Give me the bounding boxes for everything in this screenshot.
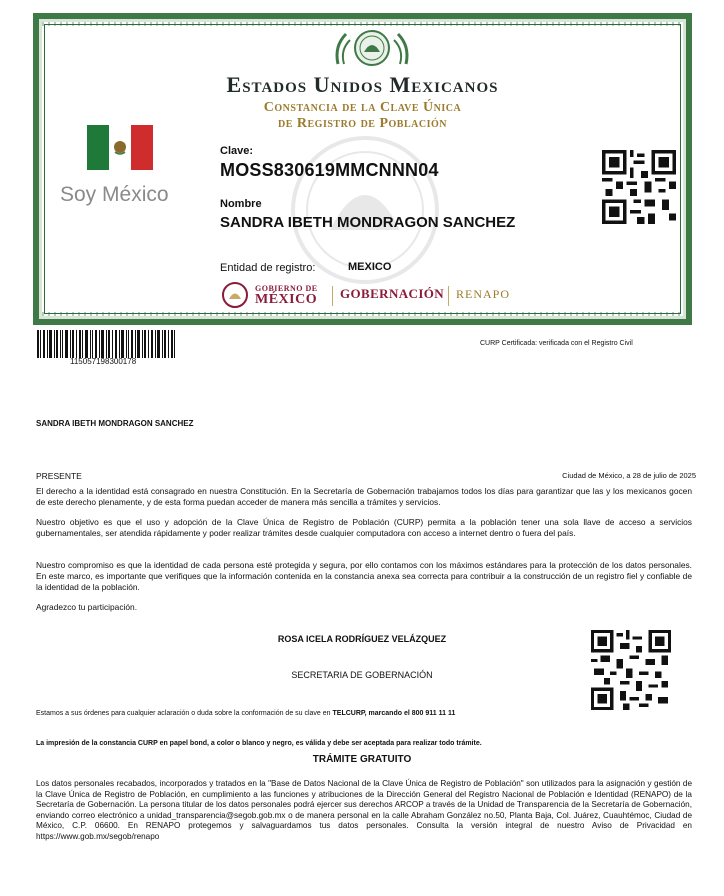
renapo-logo: RENAPO <box>456 287 511 301</box>
letter-paragraph-4: Agradezco tu participación. <box>36 602 138 612</box>
entidad-value: MEXICO <box>348 261 392 273</box>
nombre-value: SANDRA IBETH MONDRAGON SANCHEZ <box>220 214 516 231</box>
telcurp-phone: TELCURP, marcando el 800 911 11 11 <box>332 710 456 717</box>
barcode-number: 115057198300178 <box>70 357 137 366</box>
nombre-label: Nombre <box>220 198 262 210</box>
signer-name: ROSA ICELA RODRÍGUEZ VELÁZQUEZ <box>277 634 447 644</box>
letter-paragraph-2: Nuestro objetivo es que el uso y adopción de la Clave Única de Registro de Población (CURP) permita a la población tener una sola llave de acceso a servicios gubernamentales, ser atendida rápidamente y poder realizar trámites desde cualquier computadora con acceso a internet dentro o fuera del país. <box>36 517 692 538</box>
gobierno-mexico-emblem-icon <box>220 280 250 310</box>
letter-paragraph-1: El derecho a la identidad está consagrado en nuestra Constitución. En la Secretaría de Gobernación trabajamos todos los días para garantizar que las y los mexicanos gocen de este derecho plenamente, y de esta forma puedan acceder de manera más sencilla a trámites y servicios. <box>36 486 692 507</box>
letter-qr-code <box>591 630 671 710</box>
gobierno-mexico-logo-line2: MÉXICO <box>255 292 318 307</box>
national-seal-icon <box>332 24 412 68</box>
addressee-name: SANDRA IBETH MONDRAGON SANCHEZ <box>36 419 194 428</box>
clave-label: Clave: <box>220 145 254 157</box>
mexico-flag-icon <box>87 125 153 170</box>
gobernacion-logo: GOBERNACIÓN <box>340 286 445 301</box>
clave-value: MOSS830619MMCNNN04 <box>220 160 439 180</box>
soy-mexico-logo: Soy México <box>60 183 169 206</box>
letter-date: Ciudad de México, a 28 de julio de 2025 <box>562 471 696 480</box>
contact-note <box>36 710 455 717</box>
certificate-qr-code <box>602 150 676 224</box>
presente-label: PRESENTE <box>36 471 82 481</box>
privacy-notice: Los datos personales recabados, incorporados y tratados en la "Base de Datos Nacional de la Clave Única de Registro de Población" son utilizados para la asignación y gestión de la Clave Única de Registro de Población, en cumplimiento a las funciones y atribuciones de la Dirección General del Registro Nacional de Población e Identidad (RENAPO) de la Secretaría de Gobernación. La persona titular de los datos personales podrá ejercer sus derechos ARCOP a través de la Unidad de Transparencia de la Secretaría de Gobernación, enviando correo electrónico a unidad_transparencia@segob.gob.mx o de manera personal en la calle Abraham González no.50, Planta Baja, Col. Juárez, Cuauhtémoc, Ciudad de México, C.P. 06600. En RENAPO protegemos y salvaguardamos tus datos personales. Consulta la versión integral de nuestro Aviso de Privacidad en https://www.gob.mx/segob/renapo <box>36 779 692 841</box>
contact-note-text: Estamos a sus órdenes para cualquier aclaración o duda sobre la conformación de su clave en <box>36 710 333 717</box>
barcode <box>37 330 175 358</box>
impresion-note: La impresión de la constancia CURP en papel bond, a color o blanco y negro, es válida y debe ser aceptada para realizar todo trámite. <box>36 740 482 747</box>
certificate-title: Estados Unidos Mexicanos <box>226 72 499 97</box>
curp-certificate <box>33 13 692 325</box>
logo-divider <box>448 286 449 306</box>
curp-certificada-note: CURP Certificada: verificada con el Registro Civil <box>480 340 633 347</box>
subtitle-line-1: Constancia de la Clave Única <box>263 100 462 115</box>
logo-divider <box>332 286 333 306</box>
tramite-gratuito-heading: TRÁMITE GRATUITO <box>312 754 412 765</box>
entidad-label: Entidad de registro: <box>220 262 316 274</box>
subtitle-line-2: de Registro de Población <box>278 116 447 131</box>
letter-paragraph-3: Nuestro compromiso es que la identidad de cada persona esté protegida y segura, por ello contamos con los máximos estándares para la protección de los datos personales. En este marco, es importante que verifiques que la información contenida en la constancia anexa sea correcta para contribuir a la construcción de un registro fiel y confiable de la identidad de la población. <box>36 560 692 592</box>
certificate-body <box>39 19 686 319</box>
signer-role: SECRETARIA DE GOBERNACIÓN <box>291 670 433 680</box>
gobierno-mexico-logo-line1: GOBIERNO DE <box>255 284 318 293</box>
